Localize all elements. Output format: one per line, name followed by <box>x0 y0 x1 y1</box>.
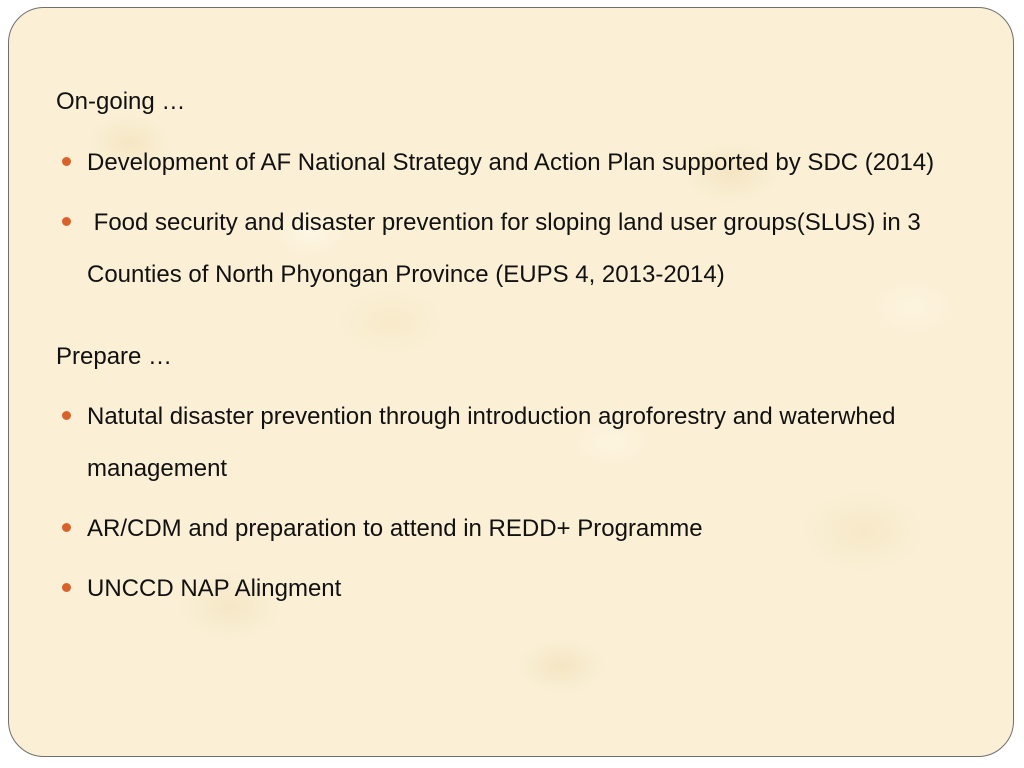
list-item <box>56 563 956 615</box>
slide-content <box>56 86 956 615</box>
list-item <box>56 197 956 301</box>
bullet-icon <box>62 157 71 166</box>
slide <box>8 7 1014 757</box>
list-item <box>56 503 956 555</box>
bullet-icon <box>62 217 71 226</box>
list-item <box>56 137 956 189</box>
section-heading-prepare: Prepare … <box>56 343 173 370</box>
bullet-text: UNCCD NAP Alingment <box>87 575 342 602</box>
bullet-text: Food security and disaster prevention for sloping land user groups(SLUS) in 3 Counties of North Phyongan Province (EUPS 4, 2013-2014) <box>87 209 928 288</box>
bullet-text: AR/CDM and preparation to attend in REDD+ Programme <box>87 515 703 542</box>
bullet-icon <box>62 411 71 420</box>
bullet-text: Development of AF National Strategy and Action Plan supported by SDC (2014) <box>87 149 935 176</box>
list-item <box>56 391 956 495</box>
prepare-bullet-list <box>56 391 956 615</box>
bullet-icon <box>62 523 71 532</box>
section-heading-ongoing: On-going … <box>56 88 186 115</box>
bullet-text: Natutal disaster prevention through introduction agroforestry and waterwhed management <box>87 403 896 482</box>
ongoing-bullet-list <box>56 137 956 301</box>
bullet-icon <box>62 583 71 592</box>
